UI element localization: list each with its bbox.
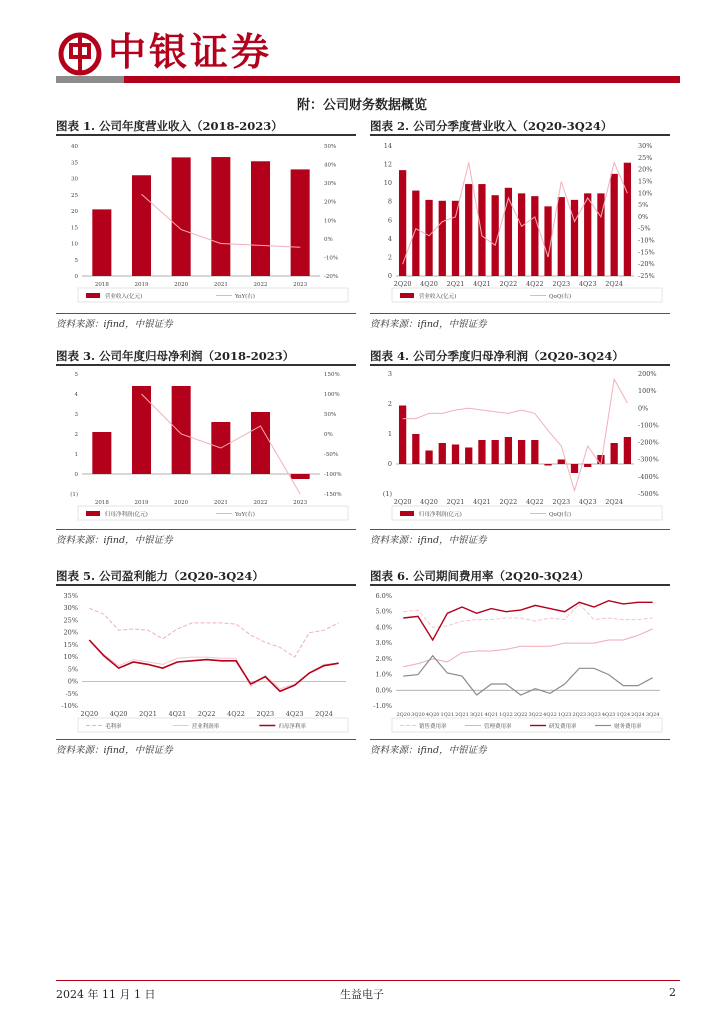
chart-source: 资料来源：ifind，中银证券 <box>370 319 487 330</box>
y2-tick-label: 0% <box>324 236 333 243</box>
x-tick-label: 2Q23 <box>552 498 571 506</box>
bar <box>505 437 512 464</box>
y2-tick-label: 200% <box>638 370 657 378</box>
footer-date: 2024 年 11 月 1 日 <box>56 988 156 1001</box>
series-line <box>403 629 652 667</box>
bar <box>172 157 191 276</box>
chart-title: 图表 6. 公司期间费用率（2Q20-3Q24） <box>370 569 590 583</box>
x-tick-label: 2022 <box>253 500 268 506</box>
x-tick-label: 4Q23 <box>601 712 616 718</box>
y-tick-label: 2 <box>387 400 392 408</box>
chart-3 <box>56 368 356 526</box>
y-tick-label: (1) <box>382 490 392 498</box>
x-tick-label: 4Q23 <box>285 710 304 718</box>
chart-source-rule <box>56 529 356 530</box>
x-tick-label: 2020 <box>174 282 189 288</box>
bar <box>478 184 485 276</box>
bar <box>132 175 151 276</box>
x-tick-label: 1Q24 <box>616 712 631 718</box>
x-tick-label: 2Q20 <box>393 498 412 506</box>
chart-source-rule <box>370 739 670 740</box>
legend-label: YoY(右) <box>235 294 255 300</box>
header-rule-gray <box>56 76 124 83</box>
y2-tick-label: 50% <box>324 412 337 418</box>
x-tick-label: 2020 <box>174 500 189 506</box>
series-line <box>403 163 628 265</box>
series-line <box>403 656 652 695</box>
x-tick-label: 3Q23 <box>587 712 601 718</box>
x-tick-label: 2Q21 <box>446 280 465 288</box>
bar <box>92 209 111 276</box>
legend-swatch <box>86 511 100 516</box>
x-tick-label: 2021 <box>213 500 228 506</box>
x-tick-label: 2Q24 <box>315 710 333 718</box>
y2-tick-label: 20% <box>324 199 337 206</box>
bar <box>439 443 446 464</box>
bar <box>412 191 419 276</box>
y-tick-label: 5% <box>67 665 78 674</box>
legend-swatch <box>400 511 414 516</box>
y2-tick-label: 15% <box>638 177 653 186</box>
bar <box>518 440 525 464</box>
bar <box>571 200 578 276</box>
y-tick-label: (1) <box>70 492 78 498</box>
bar <box>611 174 618 276</box>
y2-tick-label: -500% <box>638 490 659 498</box>
y-tick-label: 0.0% <box>375 686 392 695</box>
bar <box>452 445 459 465</box>
legend-label: YoY(右) <box>235 512 255 518</box>
y2-tick-label: -100% <box>324 472 342 478</box>
x-tick-label: 2Q24 <box>631 712 645 718</box>
y2-tick-label: -15% <box>638 248 655 257</box>
series-line <box>403 601 652 640</box>
y-tick-label: 20 <box>71 209 78 215</box>
chart-title-rule <box>370 584 670 586</box>
x-tick-label: 3Q24 <box>645 712 660 718</box>
bar <box>211 157 230 276</box>
chart-4 <box>370 368 670 526</box>
x-tick-label: 2018 <box>94 500 109 506</box>
y-tick-label: 4 <box>387 234 392 243</box>
legend-label: 营业利润率 <box>191 724 220 730</box>
x-tick-label: 2Q20 <box>80 710 99 718</box>
y-tick-label: 4 <box>74 392 78 398</box>
x-tick-label: 2Q22 <box>197 710 216 718</box>
chart-1 <box>56 140 356 308</box>
x-tick-label: 4Q21 <box>473 280 491 288</box>
y-tick-label: 14 <box>383 142 392 150</box>
y2-tick-label: -400% <box>638 472 659 481</box>
bar <box>399 406 406 465</box>
footer-company: 生益电子 <box>340 988 384 1001</box>
y2-tick-label: 50% <box>324 144 337 150</box>
x-tick-label: 2019 <box>134 282 149 288</box>
bar <box>452 201 459 276</box>
y2-tick-label: 20% <box>638 165 653 174</box>
x-tick-label: 2Q22 <box>513 712 528 718</box>
x-tick-label: 2Q23 <box>256 710 275 718</box>
chart-2 <box>370 140 670 308</box>
chart-title: 图表 3. 公司年度归母净利润（2018-2023） <box>56 349 295 363</box>
y-tick-label: 2.0% <box>375 654 392 663</box>
y2-tick-label: 100% <box>324 392 340 398</box>
bar <box>492 440 499 464</box>
y2-tick-label: 10% <box>324 218 337 225</box>
x-tick-label: 2Q23 <box>552 280 571 288</box>
y-tick-label: 30 <box>71 176 78 183</box>
bar <box>291 169 310 276</box>
y-tick-label: 20% <box>63 628 78 637</box>
y-tick-label: 25 <box>71 192 78 199</box>
x-tick-label: 2Q20 <box>393 280 412 288</box>
y-tick-label: 6.0% <box>375 592 392 600</box>
y2-tick-label: 30% <box>638 142 653 150</box>
x-tick-label: 4Q20 <box>425 712 440 718</box>
bar <box>478 440 485 464</box>
y2-tick-label: -20% <box>638 260 655 269</box>
bar <box>132 386 151 474</box>
chart-source: 资料来源：ifind，中银证券 <box>370 535 487 546</box>
x-tick-label: 1Q22 <box>499 712 513 718</box>
y-tick-label: 2 <box>74 432 78 438</box>
bar <box>571 464 578 473</box>
y2-tick-label: 150% <box>324 372 340 378</box>
series-line <box>89 608 338 657</box>
x-tick-label: 2018 <box>94 282 109 288</box>
chart-6 <box>370 590 670 738</box>
chart-source-rule <box>56 739 356 740</box>
chart-source-rule <box>370 529 670 530</box>
x-tick-label: 2Q22 <box>499 498 518 506</box>
y-tick-label: 35% <box>63 592 78 600</box>
chart-source-rule <box>56 313 356 314</box>
chart-source: 资料来源：ifind，中银证券 <box>56 535 173 546</box>
bar <box>611 443 618 464</box>
y2-tick-label: 0% <box>638 404 649 413</box>
y2-tick-label: -100% <box>638 421 659 430</box>
y2-tick-label: -5% <box>638 224 651 233</box>
y-tick-label: 15 <box>71 225 78 232</box>
y-tick-label: -10% <box>61 702 78 710</box>
header-rule-red <box>124 76 680 83</box>
x-tick-label: 4Q21 <box>168 710 187 718</box>
bar <box>425 451 432 465</box>
y2-tick-label: 40% <box>324 162 337 169</box>
bar <box>558 197 565 276</box>
y-tick-label: 0 <box>74 472 78 478</box>
bank-of-china-logo-icon <box>58 32 102 76</box>
y2-tick-label: -200% <box>638 438 659 447</box>
x-tick-label: 2Q20 <box>396 712 411 718</box>
y-tick-label: 15% <box>63 640 78 649</box>
y-tick-label: 10 <box>383 179 392 188</box>
chart-source: 资料来源：ifind，中银证券 <box>56 319 173 330</box>
y-tick-label: 3 <box>387 370 392 378</box>
legend-label: QoQ(右) <box>549 512 572 518</box>
y2-tick-label: -25% <box>638 272 655 280</box>
y-tick-label: -5% <box>65 689 78 698</box>
appendix-title: 附：公司财务数据概览 <box>296 98 427 113</box>
legend-label: 毛利率 <box>105 724 122 730</box>
bar <box>531 440 538 464</box>
y2-tick-label: -300% <box>638 455 659 464</box>
y-tick-label: 35 <box>71 160 78 167</box>
legend-label: 归母净利润(亿元) <box>419 512 462 518</box>
y-tick-label: 1 <box>74 452 78 458</box>
bar <box>558 460 565 465</box>
bar <box>465 184 472 276</box>
x-tick-label: 4Q22 <box>543 712 557 718</box>
x-tick-label: 2Q24 <box>605 498 624 506</box>
x-tick-label: 3Q21 <box>469 712 484 718</box>
y-tick-label: 6 <box>387 216 392 225</box>
y-tick-label: 30% <box>63 604 78 613</box>
y-tick-label: 0% <box>67 677 78 686</box>
brand-name: 中银证券 <box>108 29 273 74</box>
series-line <box>89 640 338 691</box>
x-tick-label: 1Q23 <box>557 712 572 718</box>
x-tick-label: 2019 <box>134 500 149 506</box>
bar <box>584 464 591 467</box>
y2-tick-label: -20% <box>324 274 339 280</box>
x-tick-label: 2Q23 <box>572 712 587 718</box>
chart-source: 资料来源：ifind，中银证券 <box>56 745 173 756</box>
y-tick-label: 25% <box>63 616 78 625</box>
y2-tick-label: -50% <box>324 452 339 458</box>
x-tick-label: 1Q21 <box>440 712 455 718</box>
y-tick-label: 40 <box>71 144 78 150</box>
bar <box>172 386 191 474</box>
y2-tick-label: 0% <box>638 212 649 221</box>
legend-label: 研发费用率 <box>549 724 577 730</box>
legend-label: 销售费用率 <box>419 724 447 730</box>
x-tick-label: 4Q20 <box>420 498 438 506</box>
x-tick-label: 3Q22 <box>528 712 543 718</box>
bar <box>399 170 406 276</box>
chart-title-rule <box>370 364 670 366</box>
bar <box>251 161 270 276</box>
bar <box>518 193 525 276</box>
x-tick-label: 4Q23 <box>578 498 597 506</box>
y-tick-label: 0 <box>74 274 78 280</box>
x-tick-label: 4Q23 <box>578 280 597 288</box>
footer-rule <box>56 980 680 981</box>
x-tick-label: 4Q21 <box>473 498 491 506</box>
y2-tick-label: 10% <box>638 189 653 198</box>
bar <box>544 464 551 466</box>
y-tick-label: 5 <box>74 257 78 264</box>
y-tick-label: 10% <box>63 653 78 662</box>
y-tick-label: 5.0% <box>375 607 392 616</box>
bar <box>624 437 631 464</box>
y2-tick-label: 5% <box>638 201 649 210</box>
y-tick-label: 10 <box>71 241 78 248</box>
x-tick-label: 2022 <box>253 282 268 288</box>
x-tick-label: 2023 <box>293 282 308 288</box>
bar <box>425 200 432 276</box>
bar <box>465 448 472 465</box>
x-tick-label: 2023 <box>293 500 308 506</box>
y2-tick-label: 0% <box>324 432 333 438</box>
chart-title-rule <box>56 134 356 136</box>
x-tick-label: 2Q21 <box>446 498 465 506</box>
bar <box>291 474 310 479</box>
x-tick-label: 4Q22 <box>525 280 544 288</box>
legend-swatch <box>400 293 414 298</box>
bar <box>251 412 270 474</box>
bar <box>531 196 538 276</box>
y-tick-label: 1.0% <box>375 670 392 679</box>
legend-swatch <box>86 293 100 298</box>
chart-source-rule <box>370 313 670 314</box>
chart-5 <box>56 590 356 738</box>
x-tick-label: 4Q22 <box>227 710 245 718</box>
y-tick-label: 3 <box>74 412 78 418</box>
x-tick-label: 3Q20 <box>411 712 425 718</box>
y-tick-label: 8 <box>387 197 392 206</box>
x-tick-label: 2021 <box>213 282 228 288</box>
y2-tick-label: 25% <box>638 153 653 162</box>
x-tick-label: 4Q20 <box>109 710 128 718</box>
x-tick-label: 4Q20 <box>420 280 438 288</box>
chart-source: 资料来源：ifind，中银证券 <box>370 745 487 756</box>
bar <box>624 163 631 276</box>
bar <box>92 432 111 474</box>
y-tick-label: 5 <box>74 372 78 378</box>
y-tick-label: 3.0% <box>375 639 392 648</box>
y-tick-label: 12 <box>383 160 392 169</box>
chart-title-rule <box>56 364 356 366</box>
x-tick-label: 2Q21 <box>139 710 157 718</box>
x-tick-label: 2Q22 <box>499 280 518 288</box>
y2-tick-label: -10% <box>324 255 339 262</box>
legend-label: 营业收入(亿元) <box>419 294 457 300</box>
y-tick-label: 2 <box>387 253 392 262</box>
chart-title: 图表 2. 公司分季度营业收入（2Q20-3Q24） <box>370 119 613 133</box>
y-tick-label: 0 <box>387 460 392 468</box>
y2-tick-label: -150% <box>324 492 342 498</box>
y-tick-label: 0 <box>387 272 392 280</box>
legend-label: QoQ(右) <box>549 294 572 300</box>
y2-tick-label: 100% <box>638 387 657 396</box>
y2-tick-label: 30% <box>324 181 337 188</box>
chart-title-rule <box>56 584 356 586</box>
legend-label: 营业收入(亿元) <box>105 294 143 300</box>
y-tick-label: 1 <box>387 430 392 438</box>
bar <box>412 434 419 464</box>
bar <box>584 193 591 276</box>
footer-page-number: 2 <box>669 986 676 999</box>
bar <box>505 188 512 276</box>
legend-label: 归母净利率 <box>278 724 306 730</box>
y2-tick-label: -10% <box>638 236 655 245</box>
y-tick-label: 4.0% <box>375 623 392 632</box>
chart-title: 图表 4. 公司分季度归母净利润（2Q20-3Q24） <box>370 349 624 363</box>
chart-title: 图表 1. 公司年度营业收入（2018-2023） <box>56 119 283 133</box>
x-tick-label: 4Q21 <box>484 712 499 718</box>
bar <box>439 201 446 276</box>
legend-label: 管理费用率 <box>484 724 512 730</box>
x-tick-label: 4Q22 <box>525 498 544 506</box>
x-tick-label: 2Q24 <box>605 280 624 288</box>
chart-title: 图表 5. 公司盈利能力（2Q20-3Q24） <box>56 569 264 583</box>
chart-title-rule <box>370 134 670 136</box>
y-tick-label: -1.0% <box>373 702 392 710</box>
legend-label: 归母净利润(亿元) <box>105 512 148 518</box>
series-line <box>403 379 628 491</box>
x-tick-label: 2Q21 <box>455 712 469 718</box>
legend-label: 财务费用率 <box>614 724 642 730</box>
